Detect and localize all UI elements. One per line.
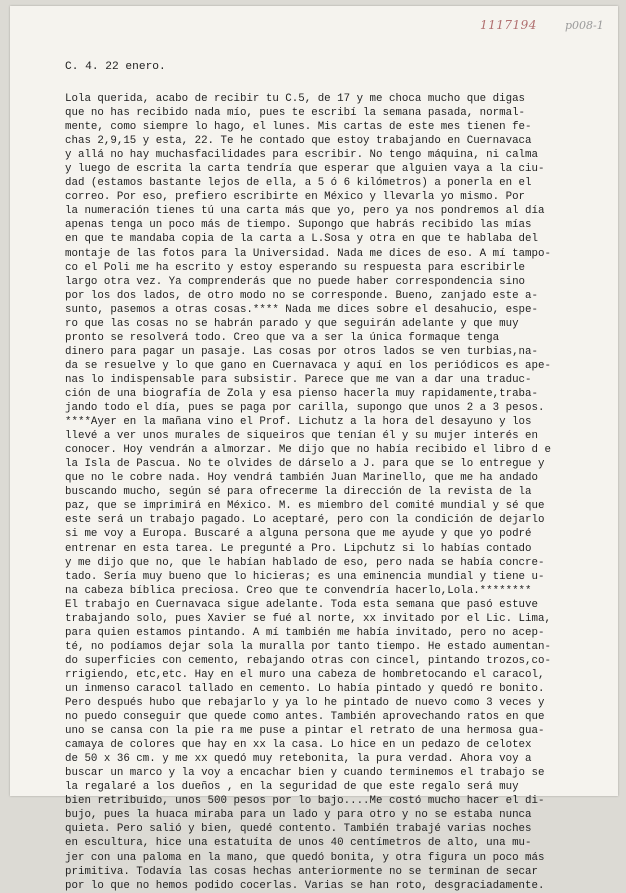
letter-line: quieta. Pero salió y bien, quedé contento. También trabajé varias noches bbox=[65, 823, 532, 836]
letter-line: jer con una paloma en la mano, que quedó bonita, y otra figura un poco más bbox=[65, 851, 545, 864]
letter-line: en que te mandaba copia de la carta a L.Sosa y otra en que te hablaba del bbox=[65, 233, 538, 246]
letter-line: apenas tenga un poco más de tiempo. Supongo que habrás recibido las mías bbox=[65, 219, 532, 232]
letter-line: El trabajo en Cuernavaca sigue adelante. Toda esta semana que pasó estuve bbox=[65, 598, 538, 611]
letter-line: dinero para pagar un pasaje. Las cosas por otros lados se ven turbias,na- bbox=[65, 345, 538, 358]
letter-line: primitiva. Todavía las cosas hechas anteriormente no se terminan de secar bbox=[65, 865, 538, 878]
letter-line: la Isla de Pascua. No te olvides de dárselo a J. para que se lo entregue y bbox=[65, 458, 545, 471]
letter-line: bien retribuido, unos 500 pesos por lo bajo....Me costó mucho hacer el di- bbox=[65, 795, 545, 808]
letter-line: entrenar en esta tarea. Le pregunté a Pro. Lipchutz si lo habías contado bbox=[65, 542, 532, 555]
letter-line: co el Poli me ha escrito y estoy esperando su respuesta para escribirle bbox=[65, 261, 526, 274]
letter-line: llevé a ver unos murales de siqueiros que tenían él y su mujer interés en bbox=[65, 430, 538, 443]
letter-line: largo otra vez. Ya comprenderás que no puede haber correspondencia sino bbox=[65, 275, 526, 288]
letter-line: y luego de escrita la carta tendría que esperar que alguien vaya a la ciu- bbox=[65, 163, 545, 176]
letter-line: Lola querida, acabo de recibir tu C.5, de 17 y me choca mucho que digas bbox=[65, 93, 526, 105]
letter-line: da se resuelve y lo que gano en Cuernavaca y aquí en los periódicos es ape- bbox=[65, 359, 551, 372]
letter-line: para quien estamos pintando. A mí también me había invitado, pero no acep- bbox=[65, 626, 545, 639]
letter-line: la numeración tienes tú una carta más que yo, pero ya nos pondremos al día bbox=[65, 205, 545, 218]
letter-line: si me voy a Europa. Buscaré a alguna persona que me ayude y que yo podré bbox=[65, 528, 532, 541]
letter-line: y allá no hay muchasfacilidades para escribir. No tengo máquina, ni calma bbox=[65, 149, 538, 162]
letter-line: camaya de colores que hay en xx la casa. Lo hice en un pedazo de celotex bbox=[65, 739, 532, 752]
letter-line: chas 2,9,15 y esta, 22. Te he contado que estoy trabajando en Cuernavaca bbox=[65, 135, 532, 148]
letter-dateline: C. 4. 22 enero. bbox=[65, 61, 166, 73]
letter-line: trabajando solo, pues Xavier se fué al norte, xx invitado por el Lic. Lima, bbox=[65, 612, 551, 625]
letter-line: mente, como siempre lo hago, el lunes. Mis cartas de este mes tienen fe- bbox=[65, 121, 532, 134]
letter-line: té, no podíamos dejar sola la muralla por tanto tiempo. He estado aumentan- bbox=[65, 640, 551, 653]
page-number-mark: p008-1 bbox=[565, 19, 604, 32]
letter-line: la regalaré a los dueños , en la seguridad de que este regalo será muy bbox=[65, 781, 519, 794]
letter-line: buscando mucho, según sé para ofrecerme la dirección de la revista de la bbox=[65, 486, 532, 499]
letter-body bbox=[65, 92, 605, 893]
letter-page bbox=[10, 6, 618, 892]
letter-line: buscar un marco y la voy a encachar bien y cuando terminemos el trabajo se bbox=[65, 767, 545, 780]
letter-line: ción de una biografía de Zola y esa pienso hacerla muy rapidamente,traba- bbox=[65, 387, 538, 400]
letter-line: do superficies con cemento, rebajando otras con cincel, pintando trozos,co- bbox=[65, 654, 551, 667]
letter-line: que no le cobre nada. Hoy vendrá también Juan Marinello, que me ha andado bbox=[65, 472, 538, 485]
letter-line: sunto, pasemos a otras cosas.**** Nada me dices sobre el desahucio, espe- bbox=[65, 303, 538, 316]
letter-line: y me dijo que no, que le habían hablado de eso, pero nada se había concre- bbox=[65, 556, 545, 569]
letter-line: paz, que se imprimirá en México. M. es miembro del comité mundial y sé que bbox=[65, 500, 545, 513]
letter-line: ****Ayer en la mañana vino el Prof. Lichutz a la hora del desayuno y los bbox=[65, 416, 532, 429]
letter-line: uno se cansa con la pie ra me puse a pintar el retrato de una hermosa gua- bbox=[65, 725, 545, 738]
letter-line: un inmenso caracol tallado en cemento. Lo había pintado y quedó re bonito. bbox=[65, 682, 545, 695]
letter-line: este será un trabajo pagado. Lo aceptaré, pero con la condición de dejarlo bbox=[65, 514, 545, 527]
letter-line: montaje de las fotos para la Universidad. Nada me dices de eso. A mí tampo- bbox=[65, 247, 551, 260]
letter-line: por lo que no hemos podido cocerlas. Varias se han roto, desgraciadamente. bbox=[65, 879, 545, 892]
letter-line: pronto se resolverá todo. Creo que va a ser la única formaque tenga bbox=[65, 331, 500, 344]
letter-line: conocer. Hoy vendrán a almorzar. Me dijo que no había recibido el libro d e bbox=[65, 444, 551, 457]
letter-line: no puedo conseguir que quede como antes. También aprovechando ratos en que bbox=[65, 711, 545, 724]
letter-line: Pero después hubo que rebajarlo y ya lo he pintado de nuevo como 3 veces y bbox=[65, 697, 545, 710]
letter-line: en escultura, hice una estatuíta de unos 40 centímetros de alto, una mu- bbox=[65, 837, 532, 850]
letter-line: jando todo el día, pues se paga por carilla, supongo que unos 2 a 3 pesos. bbox=[65, 402, 545, 415]
letter-line: nas lo indispensable para subsistir. Parece que me van a dar una traduc- bbox=[65, 373, 532, 386]
letter-line: na cabeza bíblica preciosa. Creo que te convendría hacerlo,Lola.******** bbox=[65, 584, 532, 597]
letter-line: bujo, pues la huaca miraba para un lado y para otro y no se estaba nunca bbox=[65, 809, 532, 822]
letter-line: ro que las cosas no se habrán parado y que seguirán adelante y que muy bbox=[65, 317, 519, 330]
letter-line: correo. Por eso, prefiero escribirte en México y llevarla yo mismo. Por bbox=[65, 191, 526, 204]
letter-line: de 50 x 36 cm. y me xx quedó muy retebonita, la pura verdad. Ahora voy a bbox=[65, 753, 532, 766]
letter-line: por los dos lados, de otro modo no se corresponde. Bueno, zanjado este a- bbox=[65, 289, 538, 302]
letter-line: tado. Sería muy bueno que lo hicieras; es una eminencia mundial y tiene u- bbox=[65, 570, 545, 583]
letter-line: que no has recibido nada mío, pues te escribí la semana pasada, normal- bbox=[65, 107, 526, 120]
letter-line: dad (estamos bastante lejos de ella, a 5 ó 6 kilómetros) a ponerla en el bbox=[65, 177, 532, 190]
archive-number-stamp: 1117194 bbox=[480, 18, 537, 32]
letter-line: rrigiendo, etc,etc. Hay en el muro una cabeza de hombretocando el caracol, bbox=[65, 668, 545, 681]
